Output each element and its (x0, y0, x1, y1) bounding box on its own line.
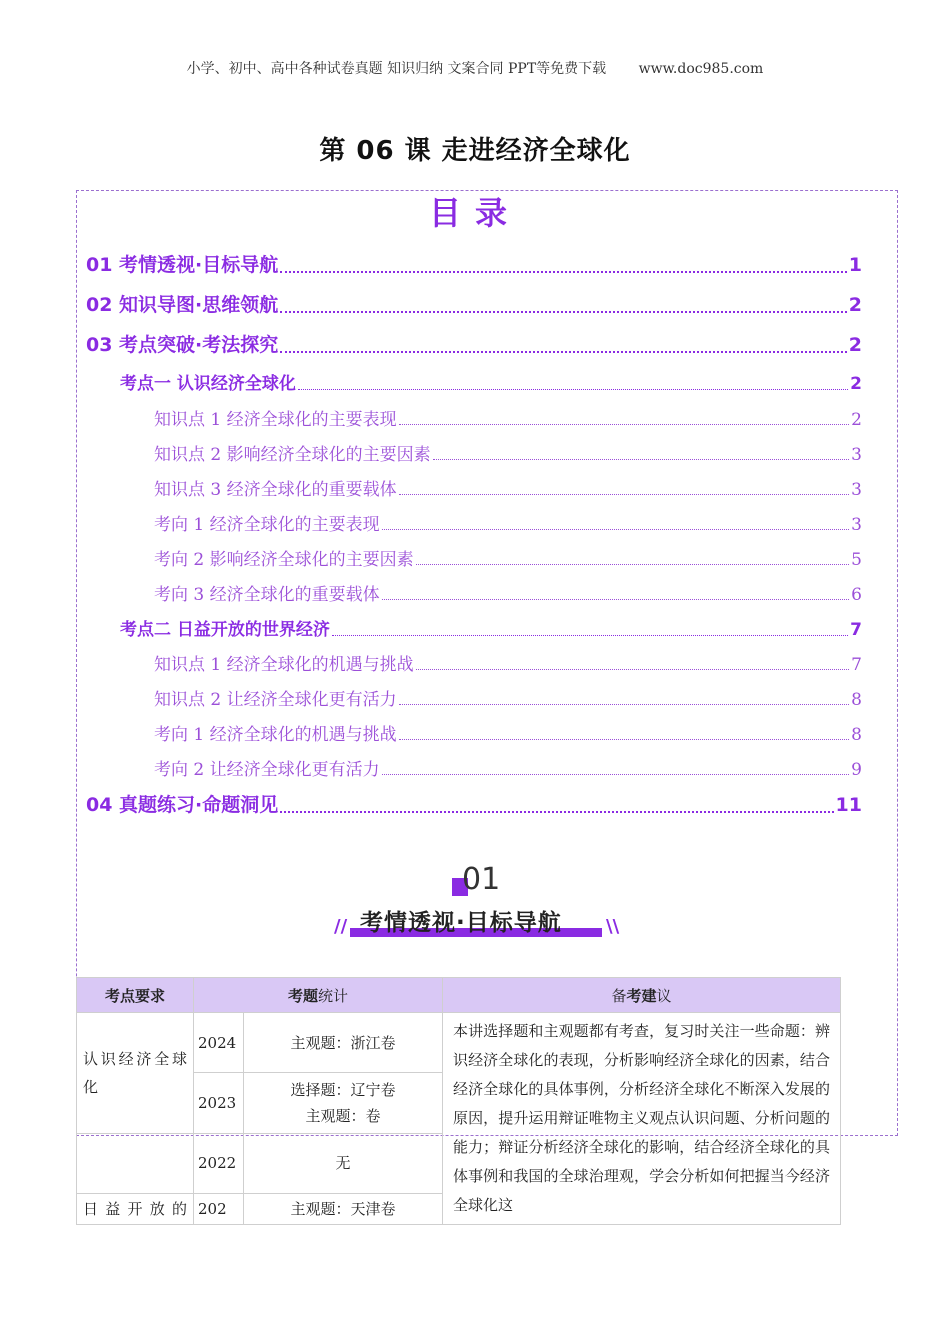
toc-entry-label: 考点一 认识经济全球化 (120, 374, 296, 394)
exam-requirements-table (76, 977, 841, 1225)
toc-entry-page: 2 (851, 410, 862, 430)
toc-entry[interactable] (86, 290, 862, 317)
toc-entry[interactable] (154, 650, 862, 675)
slash-decoration-right: \\ (606, 916, 620, 937)
toc-entry-page: 5 (851, 550, 862, 570)
toc-entry-label: 03 考点突破·考法探究 (86, 334, 279, 356)
toc-entry[interactable] (120, 615, 862, 640)
header-text: 小学、初中、高中各种试卷真题 知识归纳 文案合同 PPT等免费下载 (186, 61, 607, 77)
toc-entry[interactable] (154, 545, 862, 570)
toc-entry-page: 9 (851, 760, 862, 780)
header-stats: 考题统计 (194, 978, 443, 1013)
toc-entry-page: 8 (851, 725, 862, 745)
toc-entry-label: 01 考情透视·目标导航 (86, 254, 279, 276)
toc-entry-label: 知识点 3 经济全球化的重要载体 (154, 480, 397, 500)
toc-entry-page: 1 (848, 254, 862, 276)
header-advice: 备考建议 (443, 978, 841, 1013)
toc-entry-label: 02 知识导图·思维领航 (86, 294, 279, 316)
toc-entry-label: 考向 1 经济全球化的主要表现 (154, 515, 380, 535)
toc-entry-page: 3 (851, 480, 862, 500)
toc-entry[interactable] (154, 510, 862, 535)
table-header-row (77, 978, 841, 1013)
toc-entry-page: 2 (848, 334, 862, 356)
topic-cell-empty (77, 1133, 194, 1193)
stat-cell: 主观题：天津卷 (244, 1193, 443, 1224)
toc-entry-page: 6 (851, 585, 862, 605)
toc-entry-label: 知识点 1 经济全球化的主要表现 (154, 410, 397, 430)
toc-entry-label: 考向 2 影响经济全球化的主要因素 (154, 550, 414, 570)
toc-entry-label: 知识点 2 影响经济全球化的主要因素 (154, 445, 431, 465)
toc-entry[interactable] (154, 440, 862, 465)
year-cell: 2024 (194, 1013, 244, 1073)
section-title: 考情透视·目标导航 (360, 910, 562, 936)
toc-entry-label: 考点二 日益开放的世界经济 (120, 620, 330, 640)
toc-entry-page: 3 (851, 445, 862, 465)
toc-entry-page: 11 (835, 794, 862, 816)
toc-entry[interactable] (86, 790, 862, 817)
advice-cell: 本讲选择题和主观题都有考查，复习时关注一些命题：辨识经济全球化的表现，分析影响经济全球化的因素，结合经济全球化的具体事例，分析经济全球化不断深入发展的原因，提升运用辩证唯物主义观点认识问题、分析问题的能力；辩证分析经济全球化的影响，结合经济全球化的具体事例和我国的全球治理观，学会分析如何把握当今经济全球化这 (443, 1013, 841, 1225)
toc-entry-page: 8 (851, 690, 862, 710)
topic-cell: 日益开放的 (77, 1193, 194, 1224)
toc-entry[interactable] (154, 720, 862, 745)
toc-entry[interactable] (154, 755, 862, 780)
header-site[interactable]: www.doc985.com (638, 61, 764, 77)
toc-entry[interactable] (154, 580, 862, 605)
year-cell: 2022 (194, 1133, 244, 1193)
slash-decoration-left: // (334, 916, 348, 937)
section-number: 01 (462, 862, 501, 897)
stat-cell: 主观题：浙江卷 (244, 1013, 443, 1073)
toc-entry-label: 考向 1 经济全球化的机遇与挑战 (154, 725, 397, 745)
stat-cell: 无 (244, 1133, 443, 1193)
toc-entry-label: 04 真题练习·命题洞见 (86, 794, 279, 816)
toc-entry-page: 7 (850, 620, 862, 640)
toc-entry-label: 考向 2 让经济全球化更有活力 (154, 760, 380, 780)
toc-entry-label: 考向 3 经济全球化的重要载体 (154, 585, 380, 605)
toc-entry[interactable] (154, 405, 862, 430)
toc-entry-label: 知识点 1 经济全球化的机遇与挑战 (154, 655, 414, 675)
stat-cell: 选择题：辽宁卷 主观题：卷 (244, 1073, 443, 1133)
toc-entry[interactable] (86, 250, 862, 277)
toc-entry-page: 2 (848, 294, 862, 316)
toc-entry[interactable] (86, 330, 862, 357)
year-cell: 202 (194, 1193, 244, 1224)
page-header (0, 58, 950, 78)
toc-entry-page: 7 (851, 655, 862, 675)
toc-entry[interactable] (120, 369, 862, 394)
year-cell: 2023 (194, 1073, 244, 1133)
toc-title: 目录 (428, 194, 521, 232)
toc-entry-page: 3 (851, 515, 862, 535)
table-row (77, 1013, 841, 1073)
topic-cell: 认识经济全球化 (77, 1013, 194, 1134)
toc-entry-page: 2 (850, 374, 862, 394)
toc-entry[interactable] (154, 475, 862, 500)
toc-entry-label: 知识点 2 让经济全球化更有活力 (154, 690, 397, 710)
toc-entry[interactable] (154, 685, 862, 710)
lesson-title: 第 06 课 走进经济全球化 (319, 136, 631, 166)
header-topic: 考点要求 (77, 978, 194, 1013)
